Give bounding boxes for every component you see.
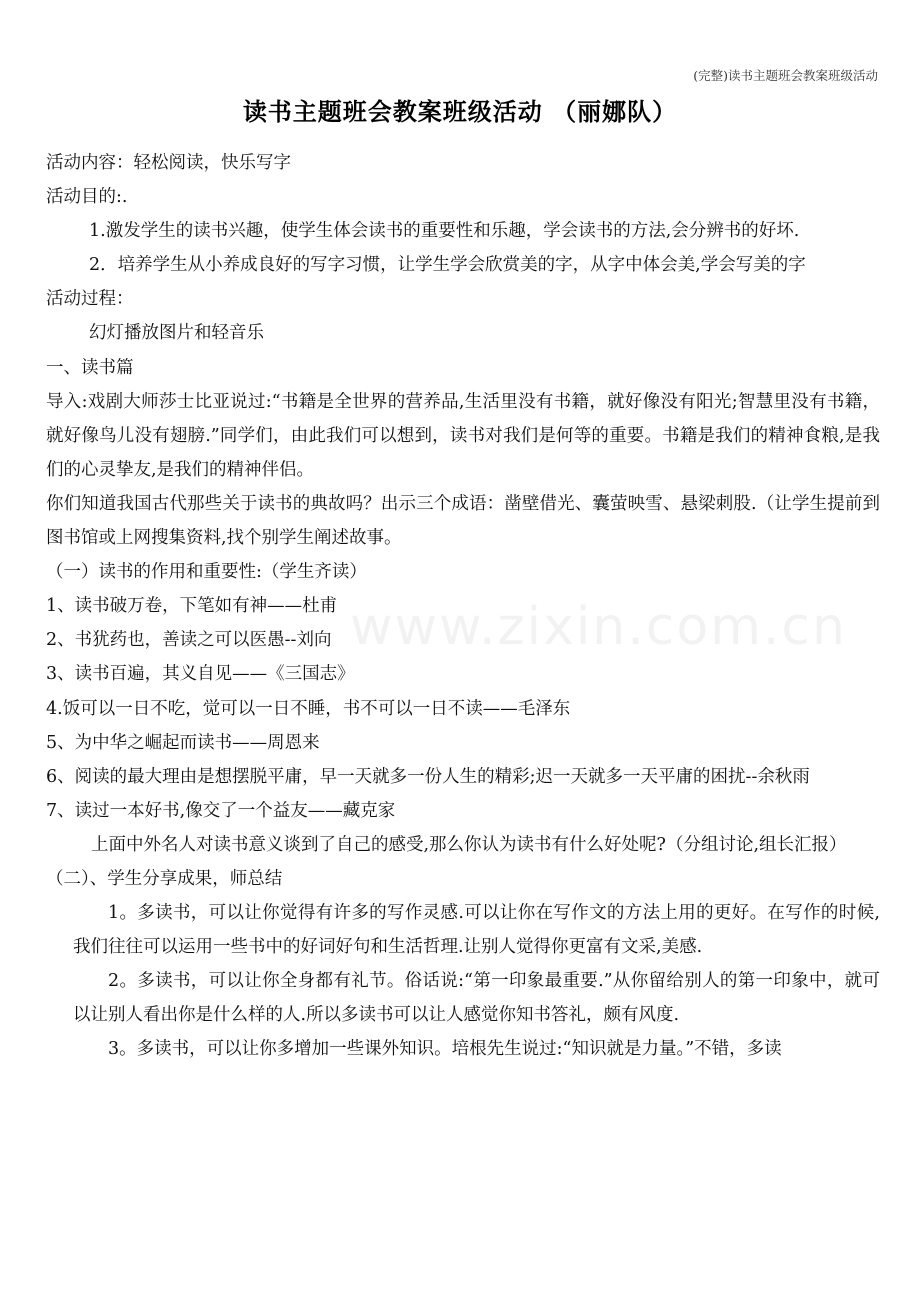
goal-item-2: 2．培养学生从小养成良好的写字习惯，让学生学会欣赏美的字，从字中体会美,学会写美的字 — [89, 255, 806, 276]
section-heading-reading: 一、读书篇 — [46, 357, 134, 378]
watermark: www.zixin.com.cn — [350, 597, 847, 657]
benefit-paragraph-1: 1。多读书，可以让你觉得有许多的写作灵感.可以让你在写作文的方法上用的更好。在写作的时候,我们往往可以运用一些书中的好词好句和生活哲理.让别人觉得你更富有文采,美感. — [73, 903, 880, 958]
quote-item: 6、阅读的最大理由是想摆脱平庸，早一天就多一份人生的精彩;迟一天就多一天平庸的困扰--余秋雨 — [46, 766, 810, 787]
quote-item: 1、读书破万卷，下笔如有神——杜甫 — [46, 596, 338, 617]
subsection-heading-1: （一）读书的作用和重要性:（学生齐读） — [46, 562, 367, 583]
page-title: 读书主题班会教案班级活动 （丽娜队） — [242, 98, 678, 126]
activity-goal-heading: 活动目的:. — [46, 187, 128, 208]
benefit-paragraph-2: 2。多读书，可以让你全身都有礼节。俗话说:“第一印象最重要.”从你留给别人的第一印象中，就可以让别人看出你是什么样的人.所以多读书可以让人感觉你知书答礼，颇有风度. — [73, 971, 880, 1026]
process-intro: 幻灯播放图片和轻音乐 — [89, 323, 264, 344]
running-header: (完整)读书主题班会教案班级活动 — [693, 68, 878, 83]
quote-item: 2、书犹药也，善读之可以医愚--刘向 — [46, 630, 332, 651]
quote-item: 4.饭可以一日不吃，觉可以一日不睡，书不可以一日不读——毛泽东 — [46, 698, 571, 719]
benefit-paragraph-3: 3。多读书，可以让你多增加一些课外知识。培根先生说过:“知识就是力量。”不错，多读 — [108, 1039, 782, 1060]
process-heading: 活动过程： — [46, 289, 134, 310]
subsection-heading-2: （二）、学生分享成果，师总结 — [46, 868, 283, 889]
discussion-paragraph: 上面中外名人对读书意义谈到了自己的感受,那么你认为读书有什么好处呢?（分组讨论,组长汇报） — [91, 834, 847, 855]
idioms-paragraph: 你们知道我国古代那些关于读书的典故吗？出示三个成语：凿壁借光、囊萤映雪、悬梁刺股.（让学生提前到图书馆或上网搜集资料,找个别学生阐述故事。 — [46, 493, 880, 549]
goal-item-1: 1.激发学生的读书兴趣，使学生体会读书的重要性和乐趣，学会读书的方法,会分辨书的好坏. — [89, 221, 800, 242]
quote-item: 5、为中华之崛起而读书——周恩来 — [46, 732, 320, 753]
quote-item: 7、读过一本好书,像交了一个益友——藏克家 — [46, 800, 396, 821]
document-body — [46, 146, 880, 1067]
quote-item: 3、读书百遍，其义自见——《三国志》 — [46, 664, 355, 685]
activity-content: 活动内容：轻松阅读，快乐写字 — [46, 153, 291, 173]
intro-paragraph: 导入:戏剧大师莎士比亚说过:“书籍是全世界的营养品,生活里没有书籍，就好像没有阳光;智慧里没有书籍，就好像鸟儿没有翅膀.”同学们，由此我们可以想到，读书对我们是何等的重要。书籍是我们的精神食粮,是我们的心灵挚友,是我们的精神伴侣。 — [46, 391, 880, 480]
